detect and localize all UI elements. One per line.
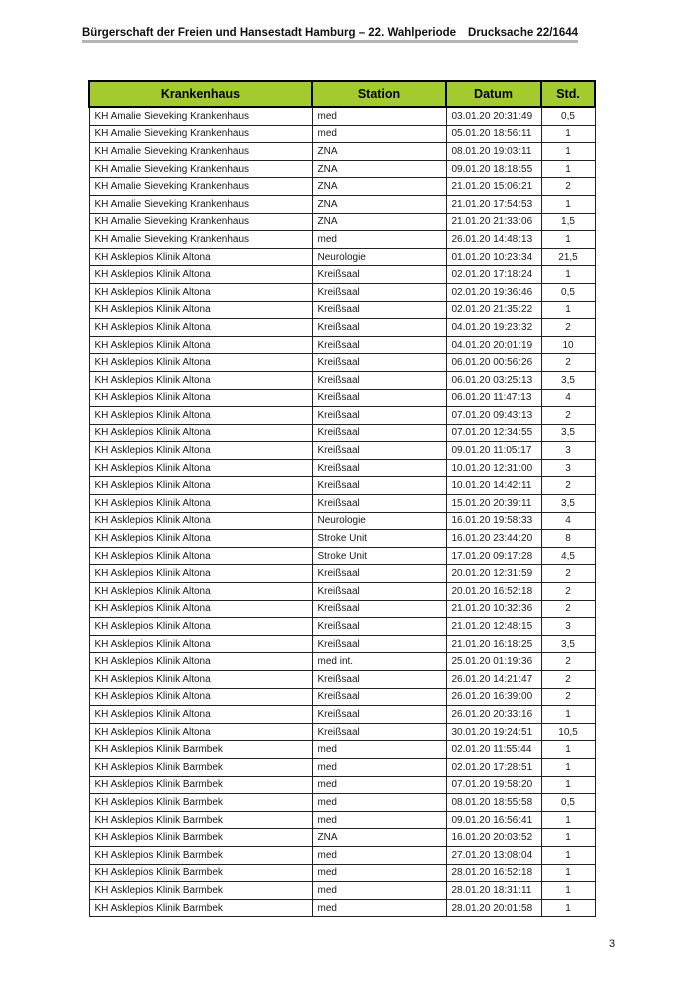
station-cell: med (312, 776, 446, 794)
station-cell: Neurologie (312, 512, 446, 530)
krankenhaus-cell: KH Amalie Sieveking Krankenhaus (89, 231, 312, 249)
std-cell: 2 (541, 477, 595, 495)
datum-cell: 09.01.20 18:18:55 (446, 160, 541, 178)
std-cell: 2 (541, 178, 595, 196)
std-cell: 1 (541, 195, 595, 213)
datum-cell: 06.01.20 00:56:26 (446, 354, 541, 372)
datum-cell: 03.01.20 20:31:49 (446, 107, 541, 125)
column-header-datum: Datum (446, 81, 541, 107)
datum-cell: 06.01.20 03:25:13 (446, 371, 541, 389)
krankenhaus-cell: KH Asklepios Klinik Altona (89, 600, 312, 618)
datum-cell: 21.01.20 15:06:21 (446, 178, 541, 196)
std-cell: 10,5 (541, 723, 595, 741)
krankenhaus-cell: KH Asklepios Klinik Altona (89, 495, 312, 513)
std-cell: 2 (541, 600, 595, 618)
table-row (89, 899, 595, 917)
table-row (89, 846, 595, 864)
station-cell: ZNA (312, 160, 446, 178)
datum-cell: 04.01.20 20:01:19 (446, 336, 541, 354)
krankenhaus-cell: KH Asklepios Klinik Altona (89, 424, 312, 442)
datum-cell: 10.01.20 14:42:11 (446, 477, 541, 495)
station-cell: Kreißsaal (312, 618, 446, 636)
datum-cell: 09.01.20 11:05:17 (446, 442, 541, 460)
krankenhaus-cell: KH Amalie Sieveking Krankenhaus (89, 143, 312, 161)
std-cell: 2 (541, 407, 595, 425)
station-cell: med (312, 811, 446, 829)
krankenhaus-cell: KH Asklepios Klinik Altona (89, 706, 312, 724)
krankenhaus-cell: KH Asklepios Klinik Altona (89, 618, 312, 636)
krankenhaus-cell: KH Asklepios Klinik Barmbek (89, 864, 312, 882)
std-cell: 3,5 (541, 424, 595, 442)
table-row (89, 495, 595, 513)
table-row (89, 283, 595, 301)
std-cell: 2 (541, 653, 595, 671)
table-row (89, 459, 595, 477)
table-row (89, 547, 595, 565)
table-row (89, 512, 595, 530)
table-row (89, 583, 595, 601)
std-cell: 3 (541, 459, 595, 477)
datum-cell: 21.01.20 16:18:25 (446, 635, 541, 653)
std-cell: 0,5 (541, 107, 595, 125)
krankenhaus-cell: KH Asklepios Klinik Barmbek (89, 741, 312, 759)
station-cell: Kreißsaal (312, 266, 446, 284)
table-header (89, 81, 595, 107)
table-row (89, 864, 595, 882)
krankenhaus-cell: KH Asklepios Klinik Barmbek (89, 794, 312, 812)
std-cell: 2 (541, 688, 595, 706)
datum-cell: 08.01.20 18:55:58 (446, 794, 541, 812)
table-row (89, 600, 595, 618)
station-cell: Kreißsaal (312, 301, 446, 319)
datum-cell: 21.01.20 12:48:15 (446, 618, 541, 636)
datum-cell: 28.01.20 18:31:11 (446, 882, 541, 900)
datum-cell: 28.01.20 16:52:18 (446, 864, 541, 882)
station-cell: Kreißsaal (312, 442, 446, 460)
table-row (89, 160, 595, 178)
std-cell: 3,5 (541, 495, 595, 513)
datum-cell: 02.01.20 19:36:46 (446, 283, 541, 301)
datum-cell: 20.01.20 16:52:18 (446, 583, 541, 601)
station-cell: med int. (312, 653, 446, 671)
station-cell: med (312, 899, 446, 917)
krankenhaus-cell: KH Amalie Sieveking Krankenhaus (89, 107, 312, 125)
std-cell: 1 (541, 899, 595, 917)
krankenhaus-cell: KH Amalie Sieveking Krankenhaus (89, 160, 312, 178)
datum-cell: 07.01.20 09:43:13 (446, 407, 541, 425)
datum-cell: 02.01.20 17:28:51 (446, 758, 541, 776)
station-cell: ZNA (312, 178, 446, 196)
table-row (89, 653, 595, 671)
datum-cell: 15.01.20 20:39:11 (446, 495, 541, 513)
table-row (89, 424, 595, 442)
krankenhaus-cell: KH Asklepios Klinik Altona (89, 459, 312, 477)
std-cell: 1 (541, 160, 595, 178)
datum-cell: 05.01.20 18:56:11 (446, 125, 541, 143)
datum-cell: 30.01.20 19:24:51 (446, 723, 541, 741)
table-row (89, 530, 595, 548)
krankenhaus-cell: KH Asklepios Klinik Altona (89, 565, 312, 583)
station-cell: med (312, 231, 446, 249)
station-cell: Kreißsaal (312, 723, 446, 741)
doc-header-left: Bürgerschaft der Freien und Hansestadt Hamburg – 22. Wahlperiode (82, 27, 457, 39)
table-row (89, 741, 595, 759)
std-cell: 1 (541, 266, 595, 284)
datum-cell: 21.01.20 17:54:53 (446, 195, 541, 213)
krankenhaus-cell: KH Asklepios Klinik Barmbek (89, 829, 312, 847)
station-cell: Kreißsaal (312, 495, 446, 513)
std-cell: 2 (541, 671, 595, 689)
table-row (89, 336, 595, 354)
station-cell: Kreißsaal (312, 407, 446, 425)
datum-cell: 09.01.20 16:56:41 (446, 811, 541, 829)
station-cell: Kreißsaal (312, 671, 446, 689)
station-cell: ZNA (312, 829, 446, 847)
krankenhaus-cell: KH Asklepios Klinik Barmbek (89, 899, 312, 917)
krankenhaus-cell: KH Asklepios Klinik Altona (89, 635, 312, 653)
datum-cell: 26.01.20 14:21:47 (446, 671, 541, 689)
hospital-hours-table (88, 80, 596, 917)
datum-cell: 28.01.20 20:01:58 (446, 899, 541, 917)
station-cell: med (312, 107, 446, 125)
std-cell: 2 (541, 565, 595, 583)
std-cell: 1 (541, 829, 595, 847)
std-cell: 1 (541, 301, 595, 319)
datum-cell: 07.01.20 19:58:20 (446, 776, 541, 794)
station-cell: Kreißsaal (312, 477, 446, 495)
std-cell: 4,5 (541, 547, 595, 565)
station-cell: Kreißsaal (312, 688, 446, 706)
krankenhaus-cell: KH Asklepios Klinik Barmbek (89, 776, 312, 794)
table-row (89, 706, 595, 724)
krankenhaus-cell: KH Asklepios Klinik Altona (89, 301, 312, 319)
datum-cell: 20.01.20 12:31:59 (446, 565, 541, 583)
krankenhaus-cell: KH Asklepios Klinik Altona (89, 371, 312, 389)
krankenhaus-cell: KH Asklepios Klinik Barmbek (89, 882, 312, 900)
station-cell: med (312, 758, 446, 776)
table-row (89, 266, 595, 284)
std-cell: 0,5 (541, 794, 595, 812)
std-cell: 21,5 (541, 248, 595, 266)
table-row (89, 882, 595, 900)
std-cell: 1 (541, 776, 595, 794)
std-cell: 1 (541, 231, 595, 249)
station-cell: Stroke Unit (312, 547, 446, 565)
std-cell: 1 (541, 864, 595, 882)
std-cell: 0,5 (541, 283, 595, 301)
table-row (89, 688, 595, 706)
table-row (89, 213, 595, 231)
datum-cell: 01.01.20 10:23:34 (446, 248, 541, 266)
table-row (89, 107, 595, 125)
datum-cell: 02.01.20 21:35:22 (446, 301, 541, 319)
std-cell: 3 (541, 442, 595, 460)
table-row (89, 354, 595, 372)
table-row (89, 371, 595, 389)
krankenhaus-cell: KH Asklepios Klinik Altona (89, 688, 312, 706)
table-row (89, 671, 595, 689)
std-cell: 1 (541, 846, 595, 864)
document-header (82, 27, 578, 39)
std-cell: 1 (541, 758, 595, 776)
krankenhaus-cell: KH Asklepios Klinik Altona (89, 653, 312, 671)
station-cell: Kreißsaal (312, 371, 446, 389)
table-row (89, 565, 595, 583)
datum-cell: 21.01.20 21:33:06 (446, 213, 541, 231)
station-cell: med (312, 864, 446, 882)
std-cell: 8 (541, 530, 595, 548)
std-cell: 4 (541, 512, 595, 530)
std-cell: 2 (541, 354, 595, 372)
std-cell: 10 (541, 336, 595, 354)
krankenhaus-cell: KH Asklepios Klinik Altona (89, 266, 312, 284)
table-row (89, 477, 595, 495)
datum-cell: 04.01.20 19:23:32 (446, 319, 541, 337)
std-cell: 3 (541, 618, 595, 636)
table-body (89, 107, 595, 917)
station-cell: Kreißsaal (312, 635, 446, 653)
table-row (89, 794, 595, 812)
std-cell: 3,5 (541, 371, 595, 389)
table-header-row (89, 81, 595, 107)
std-cell: 1,5 (541, 213, 595, 231)
krankenhaus-cell: KH Asklepios Klinik Altona (89, 671, 312, 689)
std-cell: 1 (541, 706, 595, 724)
krankenhaus-cell: KH Amalie Sieveking Krankenhaus (89, 178, 312, 196)
column-header-station: Station (312, 81, 446, 107)
datum-cell: 10.01.20 12:31:00 (446, 459, 541, 477)
station-cell: Kreißsaal (312, 389, 446, 407)
krankenhaus-cell: KH Asklepios Klinik Altona (89, 442, 312, 460)
table-row (89, 195, 595, 213)
std-cell: 1 (541, 143, 595, 161)
table-row (89, 776, 595, 794)
datum-cell: 25.01.20 01:19:36 (446, 653, 541, 671)
station-cell: Kreißsaal (312, 459, 446, 477)
station-cell: Kreißsaal (312, 424, 446, 442)
table-row (89, 248, 595, 266)
station-cell: med (312, 882, 446, 900)
station-cell: Kreißsaal (312, 583, 446, 601)
station-cell: med (312, 741, 446, 759)
station-cell: Kreißsaal (312, 600, 446, 618)
krankenhaus-cell: KH Amalie Sieveking Krankenhaus (89, 213, 312, 231)
krankenhaus-cell: KH Asklepios Klinik Altona (89, 248, 312, 266)
station-cell: Kreißsaal (312, 283, 446, 301)
krankenhaus-cell: KH Asklepios Klinik Altona (89, 530, 312, 548)
krankenhaus-cell: KH Amalie Sieveking Krankenhaus (89, 195, 312, 213)
station-cell: ZNA (312, 143, 446, 161)
datum-cell: 16.01.20 23:44:20 (446, 530, 541, 548)
table-row (89, 178, 595, 196)
krankenhaus-cell: KH Asklepios Klinik Altona (89, 283, 312, 301)
station-cell: Kreißsaal (312, 319, 446, 337)
std-cell: 4 (541, 389, 595, 407)
station-cell: Neurologie (312, 248, 446, 266)
datum-cell: 08.01.20 19:03:11 (446, 143, 541, 161)
table-row (89, 618, 595, 636)
station-cell: Kreißsaal (312, 336, 446, 354)
station-cell: med (312, 846, 446, 864)
krankenhaus-cell: KH Amalie Sieveking Krankenhaus (89, 125, 312, 143)
krankenhaus-cell: KH Asklepios Klinik Altona (89, 319, 312, 337)
datum-cell: 02.01.20 17:18:24 (446, 266, 541, 284)
std-cell: 1 (541, 882, 595, 900)
datum-cell: 16.01.20 19:58:33 (446, 512, 541, 530)
krankenhaus-cell: KH Asklepios Klinik Altona (89, 389, 312, 407)
table-row (89, 758, 595, 776)
datum-cell: 26.01.20 20:33:16 (446, 706, 541, 724)
station-cell: Kreißsaal (312, 354, 446, 372)
table-row (89, 829, 595, 847)
std-cell: 3,5 (541, 635, 595, 653)
table-row (89, 407, 595, 425)
datum-cell: 26.01.20 16:39:00 (446, 688, 541, 706)
station-cell: Kreißsaal (312, 565, 446, 583)
std-cell: 1 (541, 125, 595, 143)
krankenhaus-cell: KH Asklepios Klinik Barmbek (89, 758, 312, 776)
table-row (89, 635, 595, 653)
station-cell: med (312, 125, 446, 143)
krankenhaus-cell: KH Asklepios Klinik Barmbek (89, 811, 312, 829)
column-header-std: Std. (541, 81, 595, 107)
std-cell: 2 (541, 319, 595, 337)
station-cell: Stroke Unit (312, 530, 446, 548)
station-cell: Kreißsaal (312, 706, 446, 724)
krankenhaus-cell: KH Asklepios Klinik Altona (89, 477, 312, 495)
table-row (89, 319, 595, 337)
table-row (89, 231, 595, 249)
krankenhaus-cell: KH Asklepios Klinik Altona (89, 354, 312, 372)
krankenhaus-cell: KH Asklepios Klinik Altona (89, 407, 312, 425)
table-row (89, 389, 595, 407)
table-row (89, 125, 595, 143)
table-row (89, 811, 595, 829)
krankenhaus-cell: KH Asklepios Klinik Barmbek (89, 846, 312, 864)
datum-cell: 26.01.20 14:48:13 (446, 231, 541, 249)
krankenhaus-cell: KH Asklepios Klinik Altona (89, 512, 312, 530)
page-number: 3 (608, 938, 616, 950)
std-cell: 1 (541, 811, 595, 829)
std-cell: 2 (541, 583, 595, 601)
table-row (89, 301, 595, 319)
station-cell: med (312, 794, 446, 812)
datum-cell: 06.01.20 11:47:13 (446, 389, 541, 407)
krankenhaus-cell: KH Asklepios Klinik Altona (89, 547, 312, 565)
table-row (89, 442, 595, 460)
datum-cell: 21.01.20 10:32:36 (446, 600, 541, 618)
krankenhaus-cell: KH Asklepios Klinik Altona (89, 723, 312, 741)
station-cell: ZNA (312, 195, 446, 213)
table-row (89, 723, 595, 741)
header-underline (82, 40, 578, 43)
station-cell: ZNA (312, 213, 446, 231)
column-header-krankenhaus: Krankenhaus (89, 81, 312, 107)
krankenhaus-cell: KH Asklepios Klinik Altona (89, 336, 312, 354)
datum-cell: 02.01.20 11:55:44 (446, 741, 541, 759)
datum-cell: 17.01.20 09:17:28 (446, 547, 541, 565)
krankenhaus-cell: KH Asklepios Klinik Altona (89, 583, 312, 601)
table-row (89, 143, 595, 161)
datum-cell: 16.01.20 20:03:52 (446, 829, 541, 847)
datum-cell: 07.01.20 12:34:55 (446, 424, 541, 442)
std-cell: 1 (541, 741, 595, 759)
doc-header-right: Drucksache 22/1644 (468, 27, 578, 39)
datum-cell: 27.01.20 13:08:04 (446, 846, 541, 864)
